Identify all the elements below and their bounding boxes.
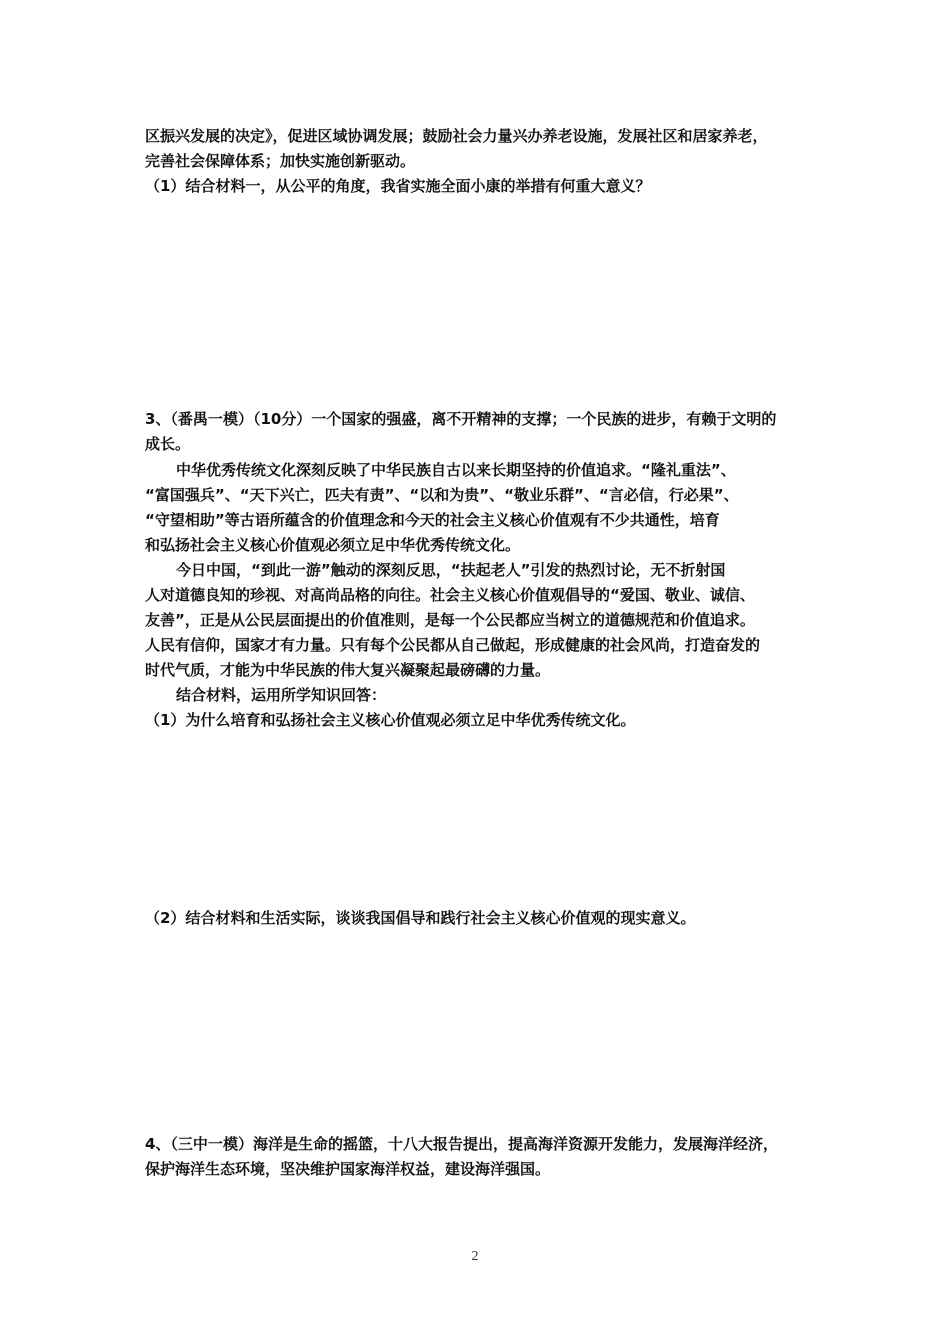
paragraph-line: 完善社会保障体系；加快实施创新驱动。 (145, 152, 416, 170)
paragraph-line: 人民有信仰，国家才有力量。只有每个公民都从自己做起，形成健康的社会风尚，打造奋发的 (145, 636, 761, 654)
paragraph-line: 时代气质，才能为中华民族的伟大复兴凝聚起最磅礴的力量。 (145, 661, 551, 679)
paragraph-line: 和弘扬社会主义核心价值观必须立足中华优秀传统文化。 (145, 536, 521, 554)
paragraph-line: “守望相助”等古语所蕴含的价值理念和今天的社会主义核心价值观有不少共通性，培育 (145, 511, 720, 529)
paragraph-line: 结合材料，运用所学知识回答： (176, 686, 387, 704)
paragraph-line: “富国强兵”、“天下兴亡，匹夫有责”、“以和为贵”、“敬业乐群”、“言必信，行必果”、 (145, 486, 739, 504)
paragraph-line: 中华优秀传统文化深刻反映了中华民族自古以来长期坚持的价值追求。“隆礼重法”、 (176, 461, 736, 479)
question-3-1: （1）为什么培育和弘扬社会主义核心价值观必须立足中华优秀传统文化。 (145, 711, 636, 729)
page-number: 2 (471, 1249, 479, 1264)
paragraph-line: 友善”，正是从公民层面提出的价值准则，是每一个公民都应当树立的道德规范和价值追求。 (145, 611, 755, 629)
paragraph-line: 成长。 (145, 435, 191, 453)
question-1: （1）结合材料一，从公平的角度，我省实施全面小康的举措有何重大意义？ (145, 177, 651, 195)
paragraph-line: 人对道德良知的珍视、对高尚品格的向往。社会主义核心价值观倡导的“爱国、敬业、诚信、 (145, 586, 755, 604)
question-4-heading: 4、（三中一模）海洋是生命的摇篮，十八大报告提出，提高海洋资源开发能力，发展海洋经济， (145, 1135, 778, 1153)
paragraph-line: 区振兴发展的决定》，促进区域协调发展；鼓励社会力量兴办养老设施，发展社区和居家养老， (145, 127, 768, 145)
paragraph-line: 保护海洋生态环境，坚决维护国家海洋权益，建设海洋强国。 (145, 1160, 551, 1178)
question-3-heading: 3、（番禺一模）（10分）一个国家的强盛，离不开精神的支撑；一个民族的进步，有赖于文明的 (145, 410, 777, 428)
paragraph-line: 今日中国，“到此一游”触动的深刻反思，“扶起老人”引发的热烈讨论，无不折射国 (176, 561, 726, 579)
question-3-2: （2）结合材料和生活实际，谈谈我国倡导和践行社会主义核心价值观的现实意义。 (145, 909, 696, 927)
